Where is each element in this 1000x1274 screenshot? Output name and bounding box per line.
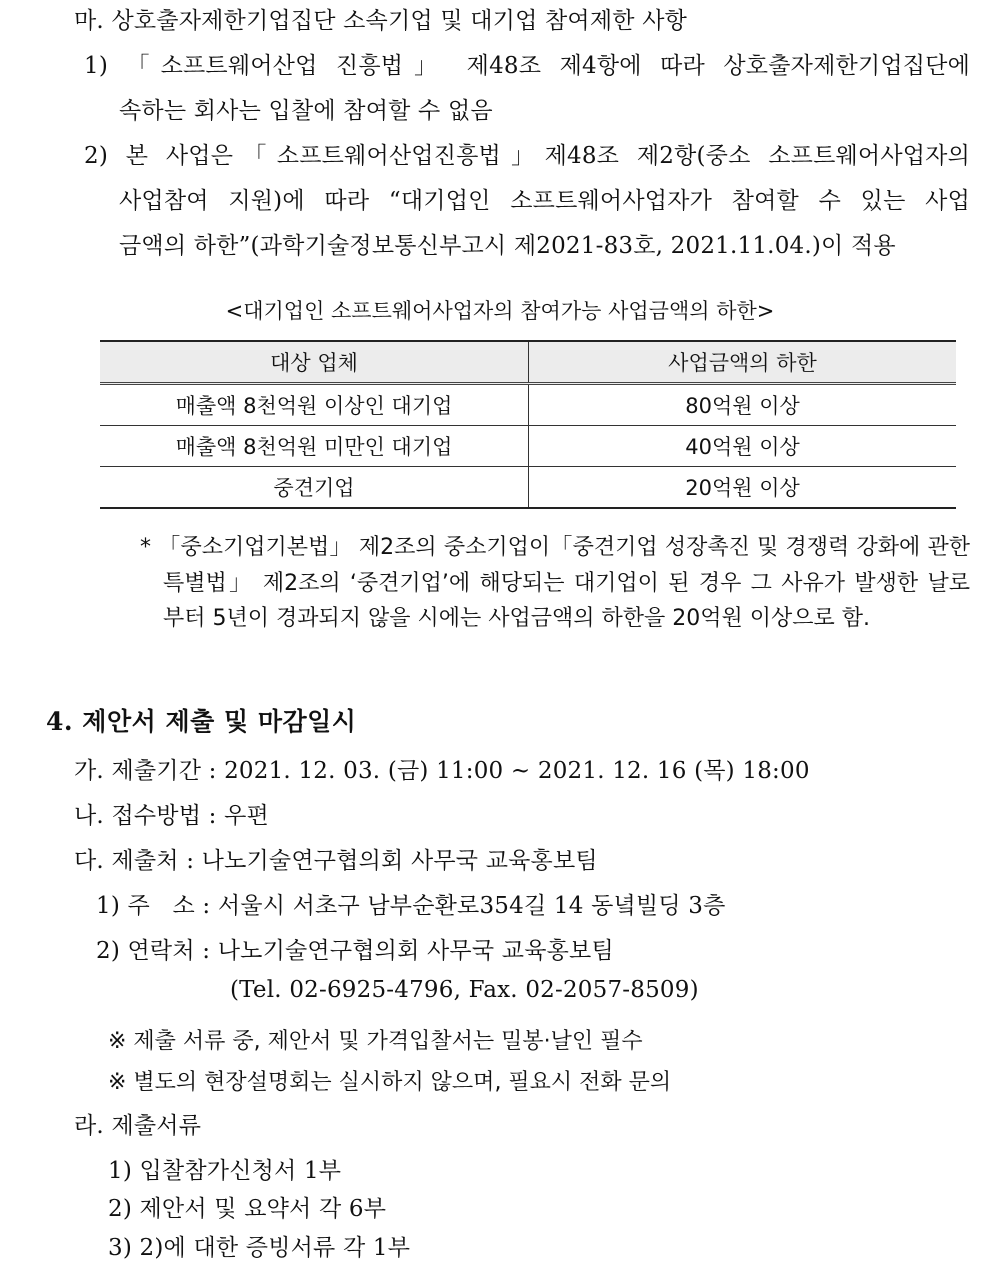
table-row [100, 467, 956, 509]
required-document-1: 1) 입찰참가신청서 1부 [108, 1158, 342, 1184]
section4-heading: 4. 제안서 제출 및 마감일시 [46, 707, 357, 736]
item2-line3: 금액의 하한”(과학기술정보통신부고시 제2021-83호, 2021.11.04.)이 적용 [119, 233, 896, 259]
item2-line2: 사업참여 지원)에 따라 “대기업인 소프트웨어사업자가 참여할 수 있는 사업 [119, 188, 970, 214]
item2-line2-wrap [119, 182, 970, 215]
required-documents-title: 라. 제출서류 [74, 1113, 202, 1139]
submission-method: 나. 접수방법 : 우편 [74, 803, 269, 829]
table-row [100, 426, 956, 467]
table-cell-limit: 20억원 이상 [529, 467, 957, 509]
table-cell-limit: 80억원 이상 [529, 384, 957, 426]
footnote-line2-wrap [163, 566, 970, 597]
submission-place: 다. 제출처 : 나노기술연구협의회 사무국 교육홍보팀 [74, 848, 598, 874]
lower-limit-table [100, 340, 956, 509]
note-no-briefing: ※ 별도의 현장설명회는 실시하지 않으며, 필요시 전화 문의 [108, 1070, 672, 1095]
item2-line1: 2) 본 사업은「소프트웨어산업진흥법」제48조 제2항(중소 소프트웨어사업자의 [84, 143, 970, 169]
footnote-line3: 부터 5년이 경과되지 않을 시에는 사업금액의 하한을 20억원 이상으로 함. [163, 606, 870, 631]
section-ma-title: 마. 상호출자제한기업집단 소속기업 및 대기업 참여제한 사항 [74, 8, 688, 34]
submission-address: 1) 주 소 : 서울시 서초구 남부순환로354길 14 동녘빌딩 3층 [96, 893, 726, 919]
table-cell-target: 매출액 8천억원 이상인 대기업 [100, 384, 529, 426]
table-header-target: 대상 업체 [100, 341, 529, 384]
required-document-2: 2) 제안서 및 요약서 각 6부 [108, 1196, 387, 1222]
item1-line1-wrap [84, 47, 970, 80]
item1-line1: 1) 「소프트웨어산업 진흥법」 제48조 제4항에 따라 상호출자제한기업집단에 [84, 53, 970, 79]
footnote-line1-wrap [140, 530, 970, 561]
footnote-line1: * 「중소기업기본법」 제2조의 중소기업이「중견기업 성장촉진 및 경쟁력 강화에 관한 [140, 535, 970, 560]
submission-period: 가. 제출기간 : 2021. 12. 03. (금) 11:00 ~ 2021. 12. 16 (목) 18:00 [74, 758, 810, 784]
footnote-line2: 특별법」 제2조의 ‘중견기업’에 해당되는 대기업이 된 경우 그 사유가 발생한 날로 [163, 571, 970, 596]
required-document-3: 3) 2)에 대한 증빙서류 각 1부 [108, 1235, 411, 1261]
table-cell-limit: 40억원 이상 [529, 426, 957, 467]
note-sealed-documents: ※ 제출 서류 중, 제안서 및 가격입찰서는 밀봉·날인 필수 [108, 1029, 643, 1054]
item1-line2: 속하는 회사는 입찰에 참여할 수 없음 [119, 98, 493, 124]
table-header-limit: 사업금액의 하한 [529, 341, 957, 384]
submission-contact: 2) 연락처 : 나노기술연구협의회 사무국 교육홍보팀 [96, 938, 614, 964]
table-cell-target: 중견기업 [100, 467, 529, 509]
table-row [100, 384, 956, 426]
table-cell-target: 매출액 8천억원 미만인 대기업 [100, 426, 529, 467]
item2-line1-wrap [84, 137, 970, 170]
contact-phone-fax: (Tel. 02-6925-4796, Fax. 02-2057-8509) [230, 977, 699, 1003]
table-caption: <대기업인 소프트웨어사업자의 참여가능 사업금액의 하한> [225, 299, 775, 323]
table-header-row [100, 341, 956, 384]
